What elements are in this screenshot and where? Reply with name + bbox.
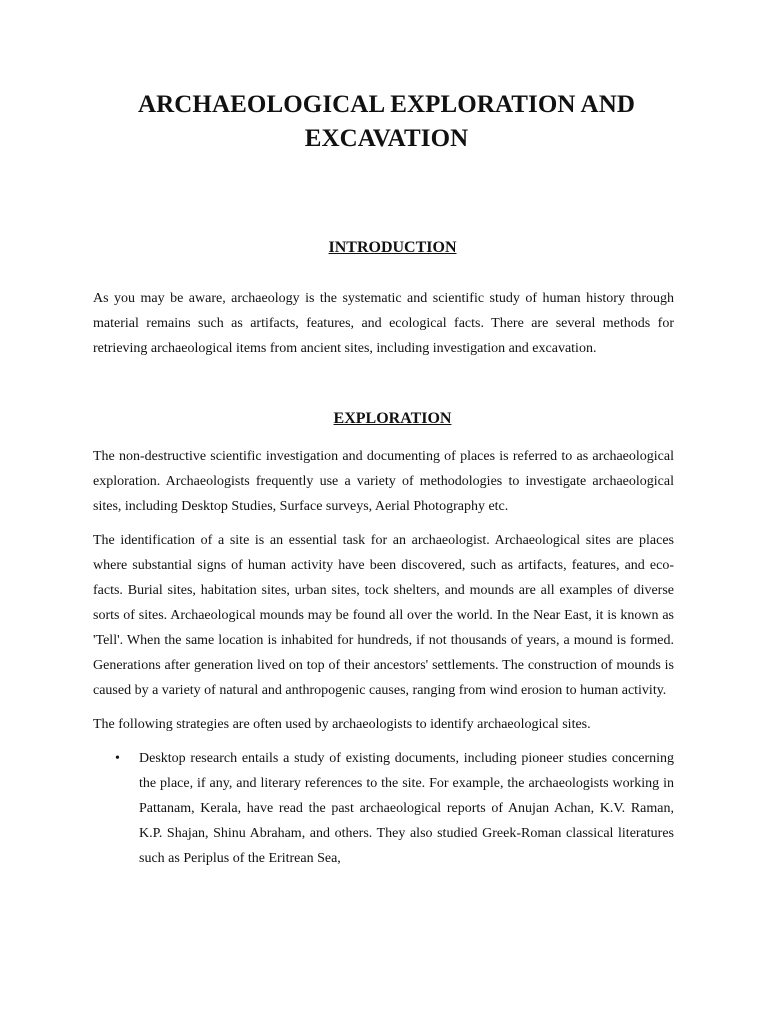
bullet-icon: •: [115, 751, 120, 766]
document-page: [93, 88, 674, 871]
list-item-desktop-research: [93, 746, 674, 871]
section-heading-introduction: INTRODUCTION: [328, 239, 457, 256]
strategies-list: [93, 746, 674, 871]
paragraph-strategies-intro: The following strategies are often used by archaeologists to identify archaeological sites.: [93, 717, 591, 732]
section-heading-exploration: EXPLORATION: [333, 410, 452, 427]
paragraph-introduction: As you may be aware, archaeology is the systematic and scientific study of human history through material remains such as artifacts, features, and ecological facts. There are several methods for retrieving archaeological items from ancient sites, including investigation and excavation.: [93, 291, 674, 356]
document-title: ARCHAEOLOGICAL EXPLORATION AND EXCAVATION: [137, 91, 636, 152]
paragraph-site-identification: The identification of a site is an essential task for an archaeologist. Archaeological sites are places where substantial signs of human activity have been discovered, such as artifacts, features, and eco-facts. Burial sites, habitation sites, urban sites, tock shelters, and mounds are all examples of diverse sorts of sites. Archaeological mounds may be found all over the world. In the Near East, it is known as 'Tell'. When the same location is inhabited for hundreds, if not thousands of years, a mound is formed. Generations after generation lived on top of their ancestors' settlements. The construction of mounds is caused by a variety of natural and anthropogenic causes, ranging from wind erosion to human activity.: [93, 533, 674, 698]
paragraph-exploration-definition: The non-destructive scientific investigation and documenting of places is referred to as archaeological exploration. Archaeologists frequently use a variety of methodologies to investigate archaeological sites, including Desktop Studies, Surface surveys, Aerial Photography etc.: [93, 449, 674, 514]
list-item-text: Desktop research entails a study of existing documents, including pioneer studies concerning the place, if any, and literary references to the site. For example, the archaeologists working in Pattanam, Kerala, have read the past archaeological reports of Anujan Achan, K.V. Raman, K.P. Shajan, Shinu Abraham, and others. They also studied Greek-Roman classical literatures such as Periplus of the Eritrean Sea,: [139, 751, 674, 866]
